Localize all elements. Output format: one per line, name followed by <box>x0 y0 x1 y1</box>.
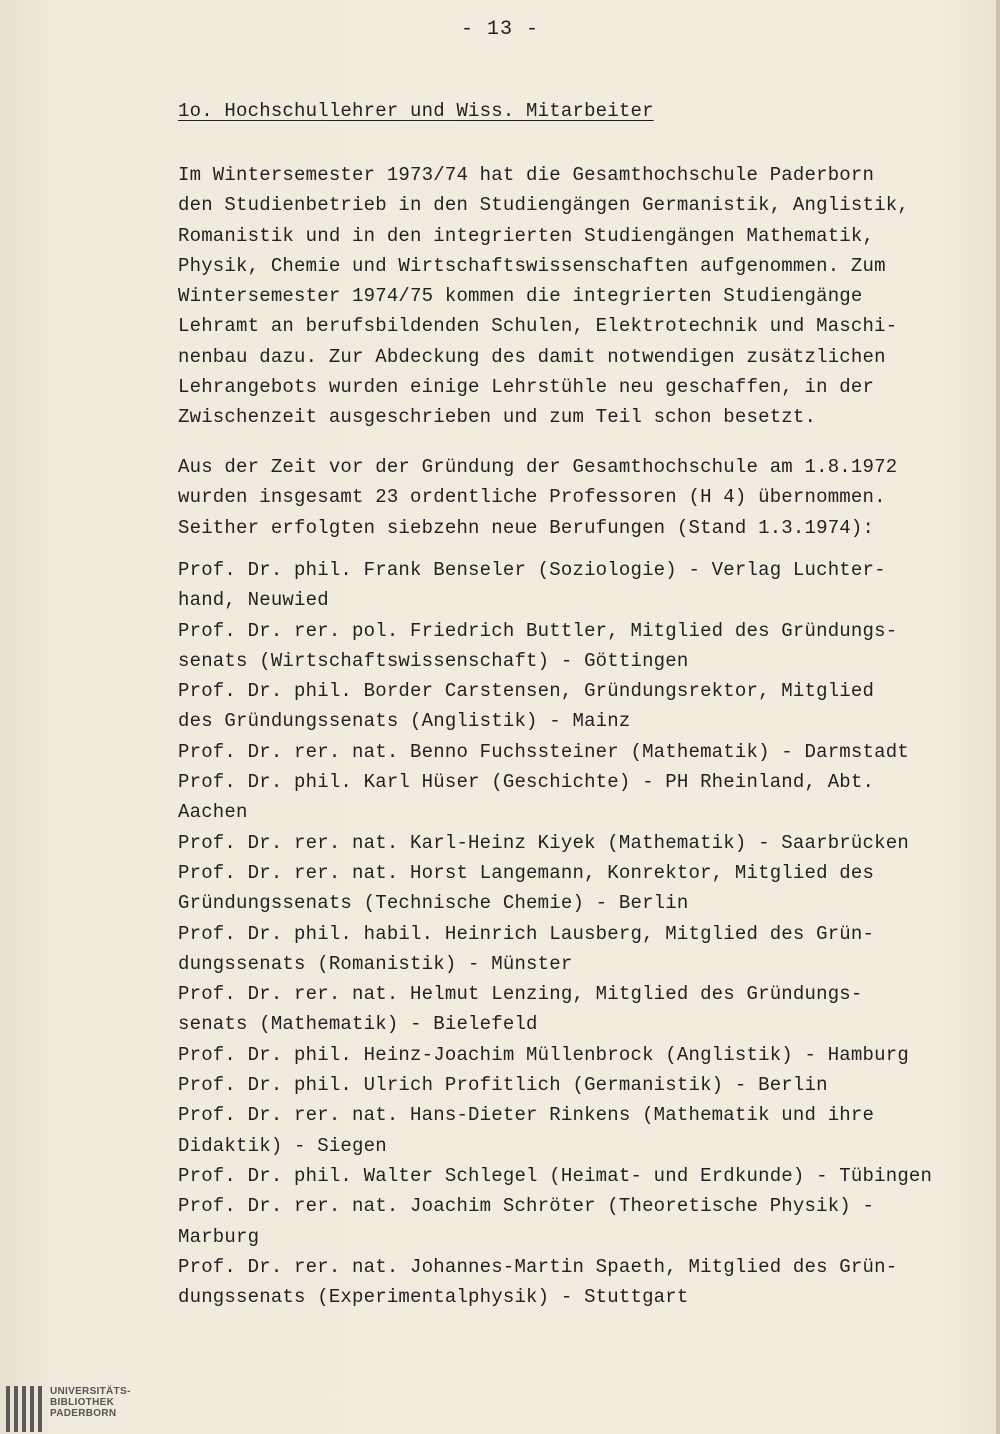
paragraph-line: nenbau dazu. Zur Abdeckung des damit notwendigen zusätzlichen <box>178 345 886 368</box>
paragraph-line: Zwischenzeit ausgeschrieben und zum Teil schon besetzt. <box>178 406 817 429</box>
logo-line: UNIVERSITÄTS- <box>50 1386 131 1397</box>
list-item: des Gründungssenats (Anglistik) - Mainz <box>178 710 631 733</box>
paragraph-line: wurden insgesamt 23 ordentliche Professoren (H 4) übernommen. <box>178 486 886 509</box>
list-item: dungssenats (Romanistik) - Münster <box>178 952 573 975</box>
list-item: Prof. Dr. phil. Walter Schlegel (Heimat- und Erdkunde) - Tübingen <box>178 1164 933 1187</box>
library-logo <box>0 1384 200 1434</box>
list-item: dungssenats (Experimentalphysik) - Stuttgart <box>178 1286 689 1309</box>
paragraph-intro <box>178 160 980 433</box>
page-edge-divider <box>996 0 1000 1434</box>
list-item: Aachen <box>178 801 248 824</box>
list-item: Didaktik) - Siegen <box>178 1134 387 1157</box>
list-item: senats (Mathematik) - Bielefeld <box>178 1013 538 1036</box>
list-item: Prof. Dr. phil. Karl Hüser (Geschichte) - PH Rheinland, Abt. <box>178 771 875 794</box>
paragraph-line: Seither erfolgten siebzehn neue Berufungen (Stand 1.3.1974): <box>178 516 875 539</box>
list-item: Prof. Dr. phil. Ulrich Profitlich (Germanistik) - Berlin <box>178 1074 828 1097</box>
paragraph-line: Lehrangebots wurden einige Lehrstühle neu geschaffen, in der <box>178 376 875 399</box>
list-item: Prof. Dr. rer. nat. Benno Fuchssteiner (Mathematik) - Darmstadt <box>178 740 909 763</box>
list-item: Marburg <box>178 1225 260 1248</box>
list-item: Prof. Dr. phil. Frank Benseler (Soziologie) - Verlag Luchter- <box>178 559 886 581</box>
library-barcode-logo-icon <box>6 1386 42 1432</box>
list-item: Prof. Dr. rer. nat. Joachim Schröter (Theoretische Physik) - <box>178 1195 875 1218</box>
paragraph-appointments <box>178 452 980 543</box>
section-heading: 1o. Hochschullehrer und Wiss. Mitarbeiter <box>178 100 654 122</box>
logo-line: PADERBORN <box>50 1408 117 1419</box>
paragraph-line: Lehramt an berufsbildenden Schulen, Elektrotechnik und Maschi- <box>178 315 898 338</box>
list-item: hand, Neuwied <box>178 589 329 612</box>
paragraph-line: den Studienbetrieb in den Studiengängen Germanistik, Anglistik, <box>178 194 909 217</box>
paragraph-line: Wintersemester 1974/75 kommen die integrierten Studiengänge <box>178 285 863 308</box>
list-item: Prof. Dr. rer. pol. Friedrich Buttler, Mitglied des Gründungs- <box>178 619 898 642</box>
list-item: Prof. Dr. rer. nat. Horst Langemann, Konrektor, Mitglied des <box>178 861 875 884</box>
list-item: Prof. Dr. phil. Heinz-Joachim Müllenbrock (Anglistik) - Hamburg <box>178 1043 909 1066</box>
logo-line: BIBLIOTHEK <box>50 1397 115 1408</box>
professor-list <box>178 555 980 1312</box>
paragraph-line: Im Wintersemester 1973/74 hat die Gesamthochschule Paderborn <box>178 164 875 186</box>
paragraph-line: Aus der Zeit vor der Gründung der Gesamthochschule am 1.8.1972 <box>178 456 898 478</box>
list-item: Prof. Dr. phil. habil. Heinrich Lausberg, Mitglied des Grün- <box>178 922 875 945</box>
list-item: Prof. Dr. rer. nat. Johannes-Martin Spaeth, Mitglied des Grün- <box>178 1255 898 1278</box>
list-item: Prof. Dr. phil. Border Carstensen, Gründungsrektor, Mitglied <box>178 680 875 703</box>
list-item: senats (Wirtschaftswissenschaft) - Göttingen <box>178 649 689 672</box>
list-item: Prof. Dr. rer. nat. Hans-Dieter Rinkens (Mathematik und ihre <box>178 1104 875 1127</box>
paragraph-line: Romanistik und in den integrierten Studiengängen Mathematik, <box>178 224 875 247</box>
page-number: - 13 - <box>460 18 539 41</box>
library-logo-text <box>50 1386 131 1419</box>
paragraph-line: Physik, Chemie und Wirtschaftswissenschaften aufgenommen. Zum <box>178 254 886 277</box>
list-item: Gründungssenats (Technische Chemie) - Berlin <box>178 892 689 915</box>
list-item: Prof. Dr. rer. nat. Karl-Heinz Kiyek (Mathematik) - Saarbrücken <box>178 831 909 854</box>
list-item: Prof. Dr. rer. nat. Helmut Lenzing, Mitglied des Gründungs- <box>178 983 863 1006</box>
